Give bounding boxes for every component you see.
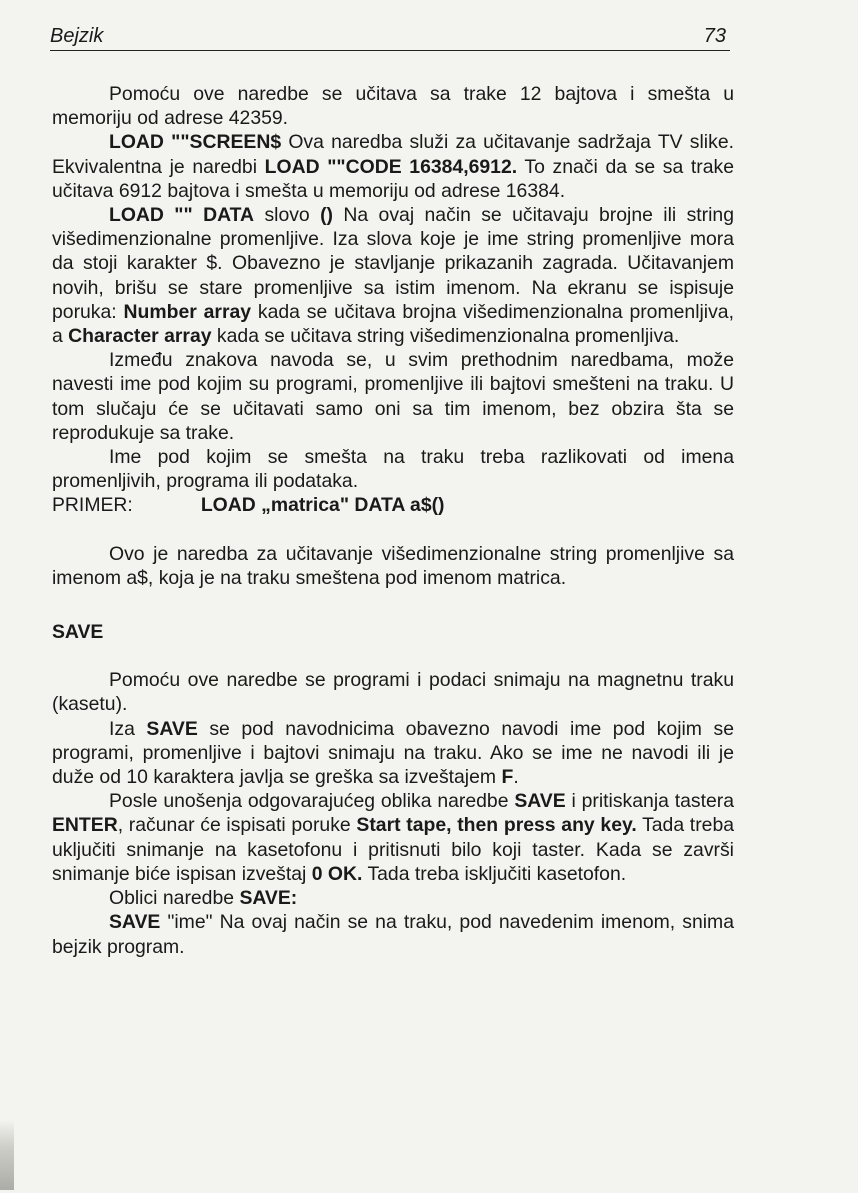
paragraph [52,542,734,590]
load-paragraphs [52,82,734,493]
bold-text: 0 OK. [311,862,363,885]
bold-text: Character array [68,325,212,348]
primer-label: PRIMER: [52,494,133,517]
text-run: To znači da se sa trake učitava 6912 bajtova i smešta u memoriju od adrese 16384. [52,155,735,202]
bold-text: SAVE: [239,887,298,910]
binding-shadow [0,1120,14,1190]
primer-explanation [52,542,734,590]
paragraph [52,717,734,790]
bold-text: LOAD ""SCREEN$ [109,131,282,154]
save-paragraphs [52,668,734,958]
bold-text: SAVE [109,911,161,934]
spacer [52,518,734,542]
primer-line [52,493,734,517]
primer-code: LOAD „matrica" DATA a$() [200,494,445,517]
bold-text: Start tape, then press any key. [356,814,637,837]
paragraph [52,445,734,493]
bold-text: LOAD "" DATA [109,204,255,227]
running-title: Bejzik [50,25,104,47]
text-run: slovo [254,204,321,227]
page-body [52,82,734,959]
text-run: "ime" Na ovaj način se na traku, pod navedenim imenom, snima bejzik program. [52,911,734,958]
text-run: kada se učitava brojna višedimenzionalna promenljiva, a [52,300,734,348]
bold-text: () [320,204,334,227]
text-run: Na ovaj način se učitavaju brojne ili string višedimenzionalne promenljive. Iza slova koje je ime string promenljive mora da stoji karakter $. Obavezno je stavljanje prikazanih zagrada. Učitavanjem novih, brišu se stare promenljive sa istim imenom. Na ekranu se ispisuje poruka: [52,204,734,323]
bold-text: LOAD ""CODE 16384,6912. [264,155,518,178]
spacer [52,644,734,668]
paragraph [52,668,734,716]
spacer [52,590,734,620]
text-run: , računar će ispisati poruke [117,814,357,837]
text-run: Pomoću ove naredbe se učitava sa trake 12 bajtova i smešta u memoriju od adrese 42359. [52,83,734,130]
paragraph [52,82,734,130]
paragraph [52,348,734,445]
text-run: Tada treba uključiti snimanje na kasetofonu i pritisnuti bilo koji taster. Kada se završi snimanje biće ispisan izveštaj [52,814,735,885]
bold-text: Number array [123,300,252,323]
paragraph [52,886,734,910]
text-run: Pomoću ove naredbe se programi i podaci snimaju na magnetnu traku (kasetu). [52,669,734,716]
bold-text: F [501,766,514,789]
paragraph [52,203,734,348]
text-run: Ova naredba služi za učitavanje sadržaja TV slike. Ekvivalentna je naredbi [52,131,734,178]
text-run: kada se učitava string višedimenzionalna promenljiva. [211,325,680,348]
paragraph [52,910,734,958]
text-run: Između znakova navoda se, u svim prethodnim naredbama, može navesti ime pod kojim su programi, promenljive ili bajtovi smešteni na traku. U tom slučaju će se učitavati samo oni sa tim imenom, bez obzira šta se reprodukuje sa trake. [52,349,734,444]
bold-text: SAVE [146,717,198,740]
text-run: Ovo je naredba za učitavanje višedimenzionalne string promenljive sa imenom a$, koja je na traku smeštena pod imenom matrica. [52,542,734,589]
paragraph [52,130,734,203]
text-run: Posle unošenja odgovarajućeg oblika naredbe [109,790,515,813]
text-run: Ime pod kojim se smešta na traku treba razlikovati od imena promenljivih, programa ili podataka. [52,446,734,493]
page-number: 73 [703,25,726,47]
bold-text: ENTER [52,814,118,837]
text-run: Iza [109,717,147,740]
page-header [50,22,730,51]
text-run: . [513,766,519,789]
bold-text: SAVE [514,790,566,813]
section-title: SAVE [52,621,104,644]
text-run: Tada treba isključiti kasetofon. [362,862,627,885]
text-run: se pod navodnicima obavezno navodi ime pod kojim se programi, promenljive i bajtovi snimaju na traku. Ako se ime ne navodi ili je duže od 10 karaktera javlja se greška sa izveštajem [52,717,734,789]
text-run: Oblici naredbe [109,887,240,910]
paragraph [52,789,734,886]
text-run: i pritiskanja tastera [565,790,734,813]
